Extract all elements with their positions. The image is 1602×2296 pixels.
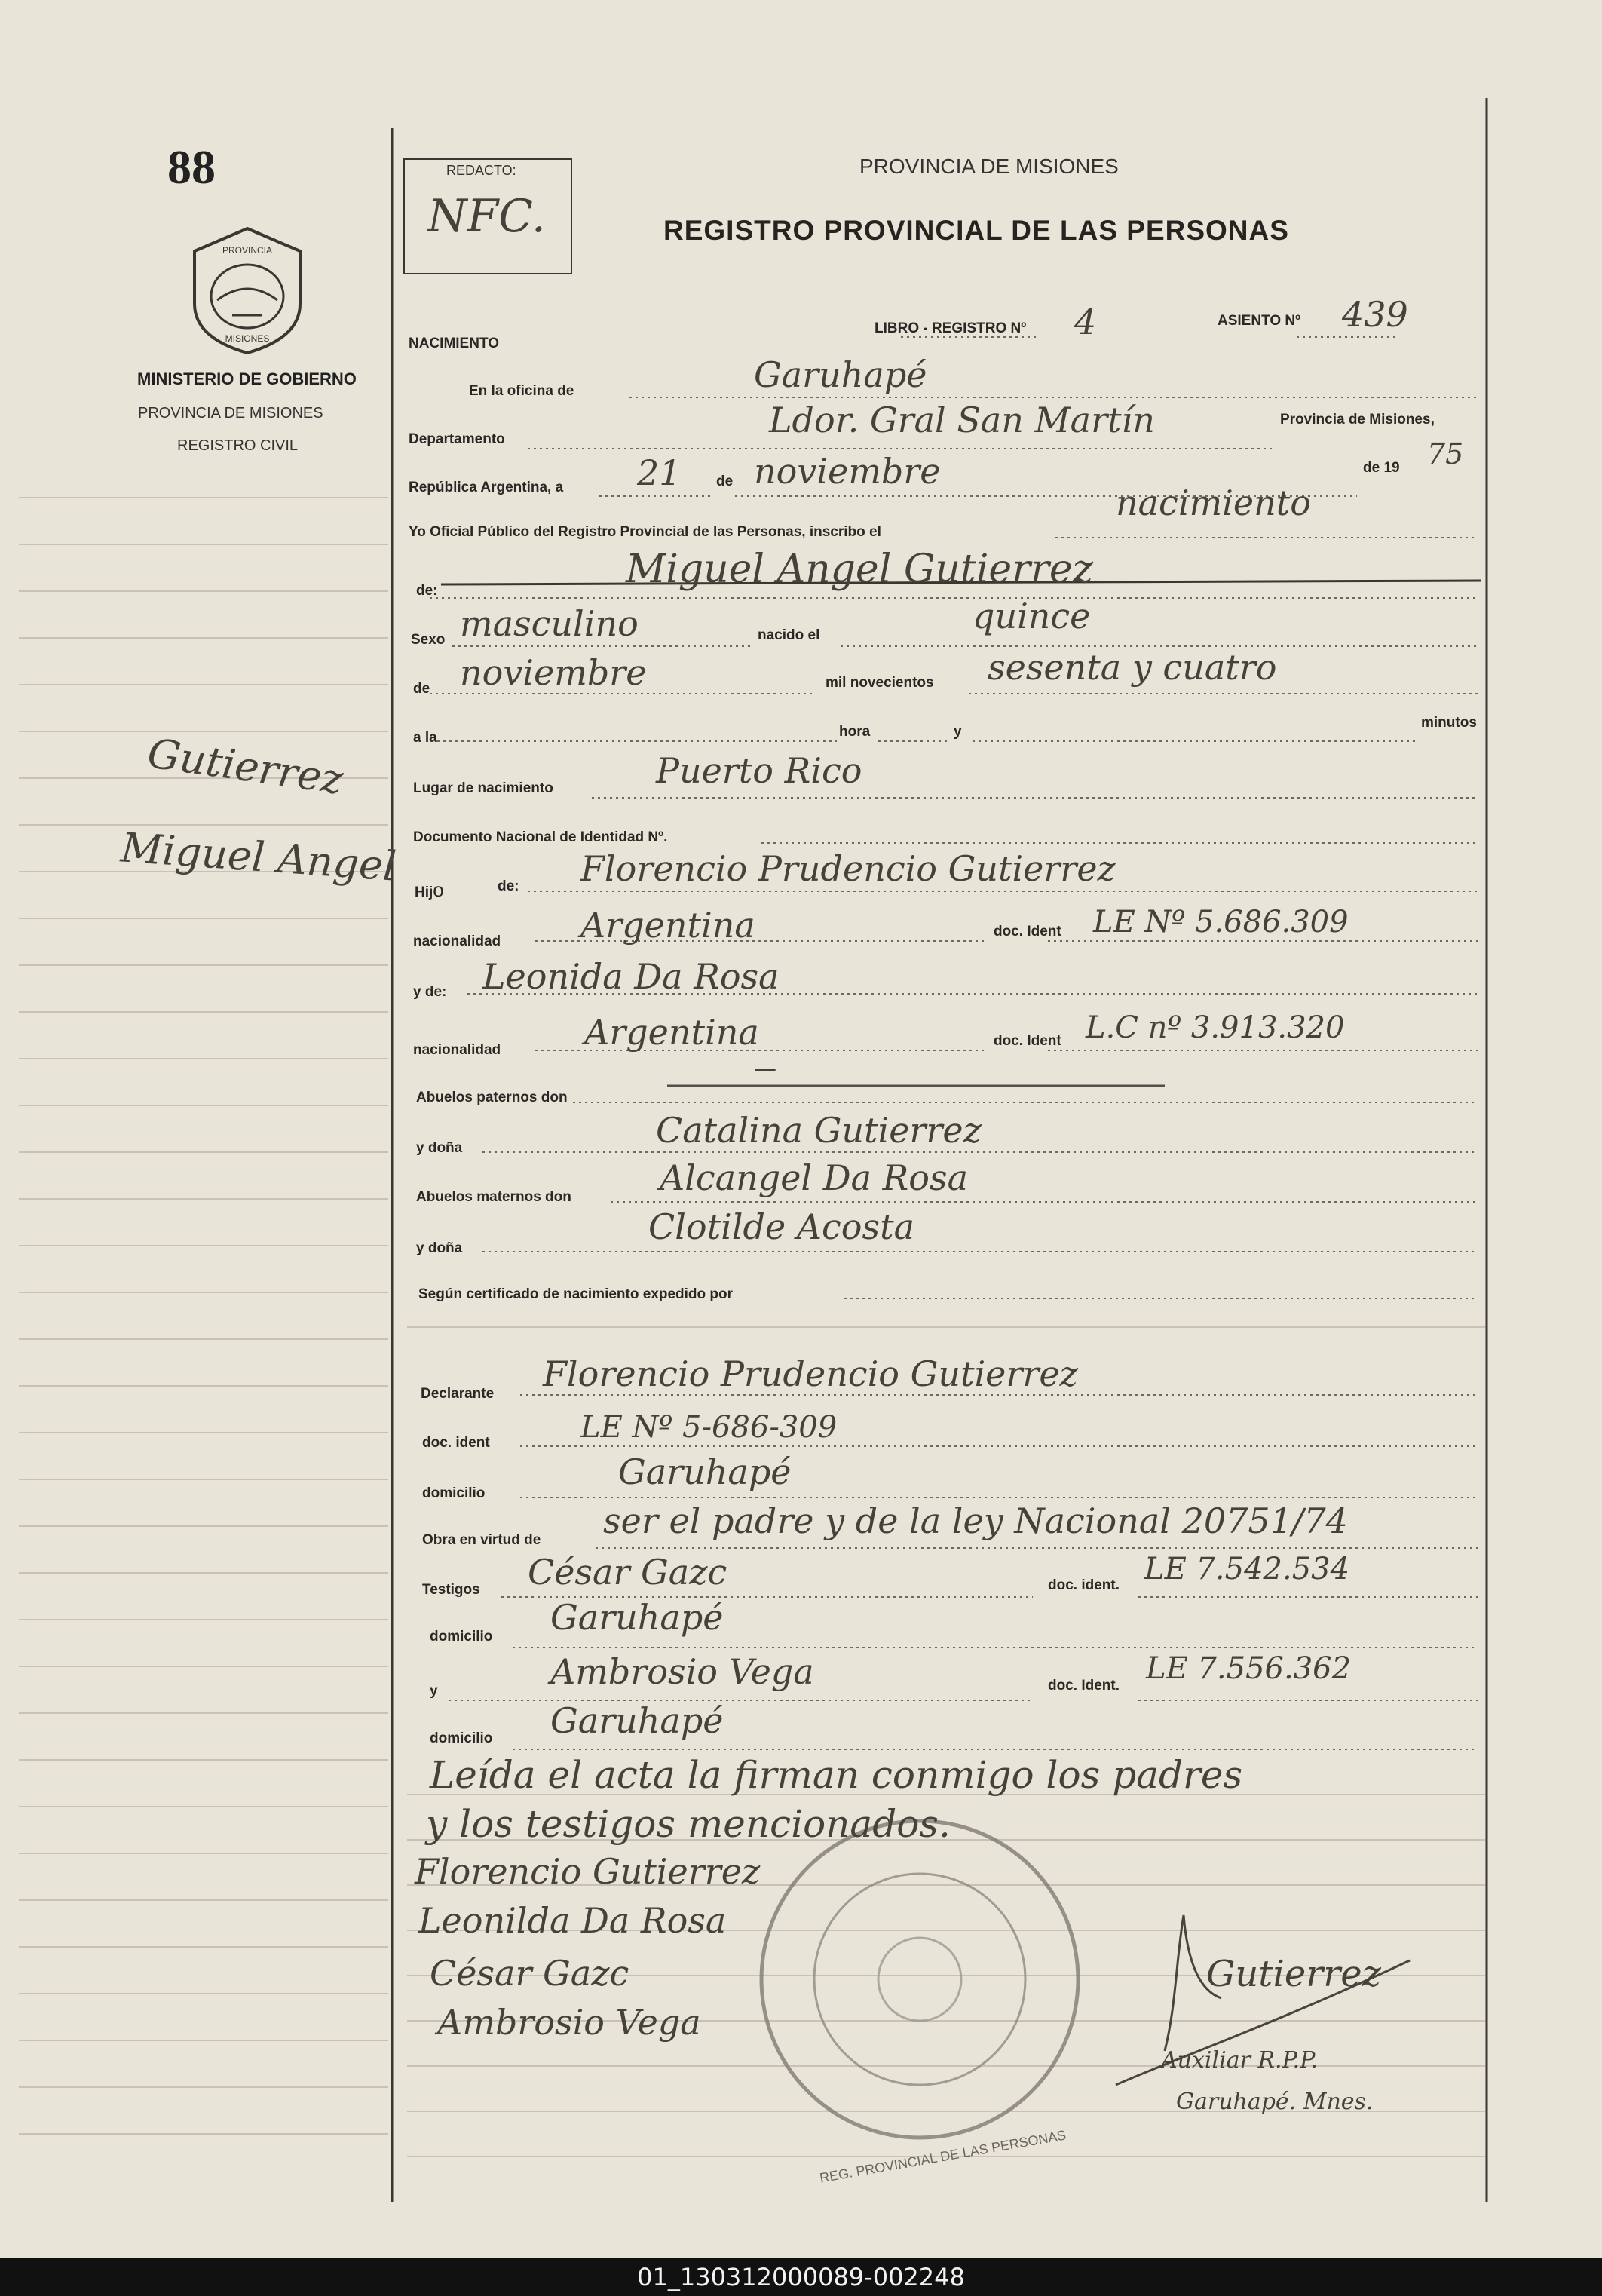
- testigo-1-value: César Gazc: [528, 1552, 727, 1592]
- madre-label: y de:: [413, 984, 447, 1000]
- madre-value: Leonida Da Rosa: [482, 956, 780, 997]
- signature-mother: Leonilda Da Rosa: [418, 1900, 727, 1941]
- abuelos-maternos-label: Abuelos maternos don: [416, 1189, 571, 1205]
- margin-note-name: Miguel Angel: [119, 823, 398, 891]
- y2-label: y: [430, 1683, 438, 1699]
- round-stamp: [761, 1821, 1078, 2138]
- act-type-label: NACIMIENTO: [409, 336, 499, 351]
- testigo-2-doc-label: doc. Ident.: [1048, 1678, 1120, 1694]
- header-title: REGISTRO PROVINCIAL DE LAS PERSONAS: [663, 215, 1289, 246]
- testigo-2-doc-value: LE 7.556.362: [1146, 1651, 1352, 1686]
- obra-label: Obra en virtud de: [422, 1532, 541, 1548]
- declarante-doc-label: doc. ident: [422, 1435, 490, 1451]
- mes-value: noviembre: [754, 451, 941, 492]
- testigo-1-domicilio-label: domicilio: [430, 1629, 493, 1645]
- lugar-value: Puerto Rico: [656, 750, 862, 791]
- asiento-value: 439: [1342, 294, 1408, 335]
- doc-1-value: LE Nº 5.686.309: [1093, 905, 1349, 940]
- mil-label: mil novecientos: [826, 675, 934, 691]
- ministry-province: PROVINCIA DE MISIONES: [138, 405, 323, 421]
- abuelos-paternos-label: Abuelos paternos don: [416, 1090, 568, 1105]
- testigo-1-doc-value: LE 7.542.534: [1144, 1552, 1350, 1586]
- certificado-label: Según certificado de nacimiento expedido por: [418, 1286, 734, 1302]
- a-la-label: a la: [413, 730, 437, 746]
- libro-label: LIBRO - REGISTRO Nº: [875, 320, 1027, 336]
- oficina-label: En la oficina de: [469, 383, 574, 399]
- redacto-box: [403, 158, 572, 274]
- republica-label: República Argentina, a: [409, 480, 564, 495]
- official-place: Garuhapé. Mnes.: [1176, 2089, 1374, 2115]
- signature-witness-2: Ambrosio Vega: [437, 2002, 701, 2043]
- nacido-value: quince: [973, 596, 1091, 636]
- doc-1-label: doc. Ident: [994, 924, 1061, 940]
- abuelos-maternos-value: Alcangel Da Rosa: [660, 1157, 969, 1198]
- dni-label: Documento Nacional de Identidad Nº.: [413, 829, 668, 845]
- abuelos-paternos-value: —: [754, 1056, 776, 1082]
- abuela-paterna-label: y doña: [416, 1140, 463, 1156]
- abuela-materna-label: y doña: [416, 1240, 463, 1256]
- round-stamp-text: REG. PROVINCIAL DE LAS PERSONAS: [818, 2127, 1067, 2186]
- testigo-2-domicilio-value: Garuhapé: [550, 1700, 724, 1741]
- padre-label: de:: [498, 878, 519, 894]
- de-label: de: [716, 474, 734, 489]
- declarante-label: Declarante: [421, 1386, 495, 1402]
- departamento-value: Ldor. Gral San Martín: [769, 400, 1155, 440]
- declarante-domicilio-label: domicilio: [422, 1485, 486, 1501]
- sexo-value: masculino: [460, 603, 639, 644]
- oficina-value: Garuhapé: [754, 354, 927, 395]
- declarante-doc-value: LE Nº 5-686-309: [580, 1410, 838, 1445]
- oficial-value: nacimiento: [1116, 483, 1311, 523]
- nacionalidad-1-label: nacionalidad: [413, 933, 501, 949]
- lugar-label: Lugar de nacimiento: [413, 780, 553, 796]
- ministry-name: MINISTERIO DE GOBIERNO: [137, 369, 357, 388]
- persona-value: Miguel Angel Gutierrez: [626, 547, 1094, 592]
- testigo-2-value: Ambrosio Vega: [550, 1651, 814, 1692]
- header-province: PROVINCIA DE MISIONES: [859, 155, 1119, 178]
- doc-2-label: doc. Ident: [994, 1033, 1061, 1049]
- nacionalidad-2-label: nacionalidad: [413, 1042, 501, 1058]
- official-title: Auxiliar R.P.P.: [1161, 2047, 1318, 2074]
- declarante-value: Florencio Prudencio Gutierrez: [543, 1353, 1078, 1394]
- departamento-label: Departamento: [409, 431, 505, 447]
- mil-value: sesenta y cuatro: [988, 647, 1277, 688]
- de-persona-label: de:: [416, 583, 438, 599]
- de-mes-label: de: [413, 681, 430, 697]
- asiento-label: ASIENTO Nº: [1218, 313, 1301, 329]
- abuela-paterna-value: Catalina Gutierrez: [656, 1110, 982, 1151]
- declarante-domicilio-value: Garuhapé: [618, 1451, 792, 1492]
- nacionalidad-1-value: Argentina: [580, 905, 755, 946]
- signature-father: Florencio Gutierrez: [415, 1851, 761, 1892]
- obra-value: ser el padre y de la ley Nacional 20751/74: [603, 1501, 1348, 1541]
- padre-value: Florencio Prudencio Gutierrez: [580, 848, 1116, 889]
- anio-value: 75: [1427, 437, 1464, 471]
- closing-line-2: y los testigos mencionados.: [426, 1802, 951, 1846]
- minutos-label: minutos: [1421, 715, 1477, 731]
- provincia-label: Provincia de Misiones,: [1280, 412, 1435, 428]
- testigo-1-domicilio-value: Garuhapé: [550, 1597, 724, 1638]
- redacto-value: NFC.: [427, 190, 546, 243]
- signature-witness-1: César Gazc: [430, 1953, 629, 1994]
- sexo-label: Sexo: [411, 632, 446, 648]
- svg-text:PROVINCIA: PROVINCIA: [222, 245, 273, 256]
- ministry-registry: REGISTRO CIVIL: [177, 437, 299, 454]
- doc-2-value: L.C nº 3.913.320: [1086, 1010, 1345, 1045]
- hijo-label: Hijo: [415, 878, 444, 901]
- svg-text:MISIONES: MISIONES: [225, 333, 270, 344]
- nacionalidad-2-value: Argentina: [584, 1012, 759, 1053]
- margin-note-surname: Gutierrez: [144, 729, 347, 804]
- oficial-label: Yo Oficial Público del Registro Provincial de las Personas, inscribo el: [409, 524, 881, 540]
- testigo-1-doc-label: doc. ident.: [1048, 1577, 1120, 1593]
- dia-value: 21: [637, 452, 682, 493]
- testigos-label: Testigos: [422, 1582, 480, 1598]
- nacido-label: nacido el: [758, 627, 820, 643]
- hora-label: hora: [839, 724, 871, 740]
- provincial-coat-of-arms-icon: [187, 225, 308, 357]
- anio-label: de 19: [1363, 460, 1400, 476]
- libro-value: 4: [1074, 302, 1097, 342]
- official-signature: Gutierrez: [1206, 1953, 1381, 1995]
- nacido-mes-value: noviembre: [460, 652, 647, 693]
- y-label: y: [954, 724, 962, 740]
- image-filename: 01_130312000089-002248: [0, 2258, 1602, 2296]
- closing-line-1: Leída el acta la firman conmigo los padres: [430, 1753, 1243, 1797]
- redacto-label: REDACTO:: [446, 163, 516, 178]
- abuela-materna-value: Clotilde Acosta: [648, 1206, 914, 1247]
- page-number: 88: [167, 140, 216, 194]
- testigo-2-domicilio-label: domicilio: [430, 1730, 493, 1746]
